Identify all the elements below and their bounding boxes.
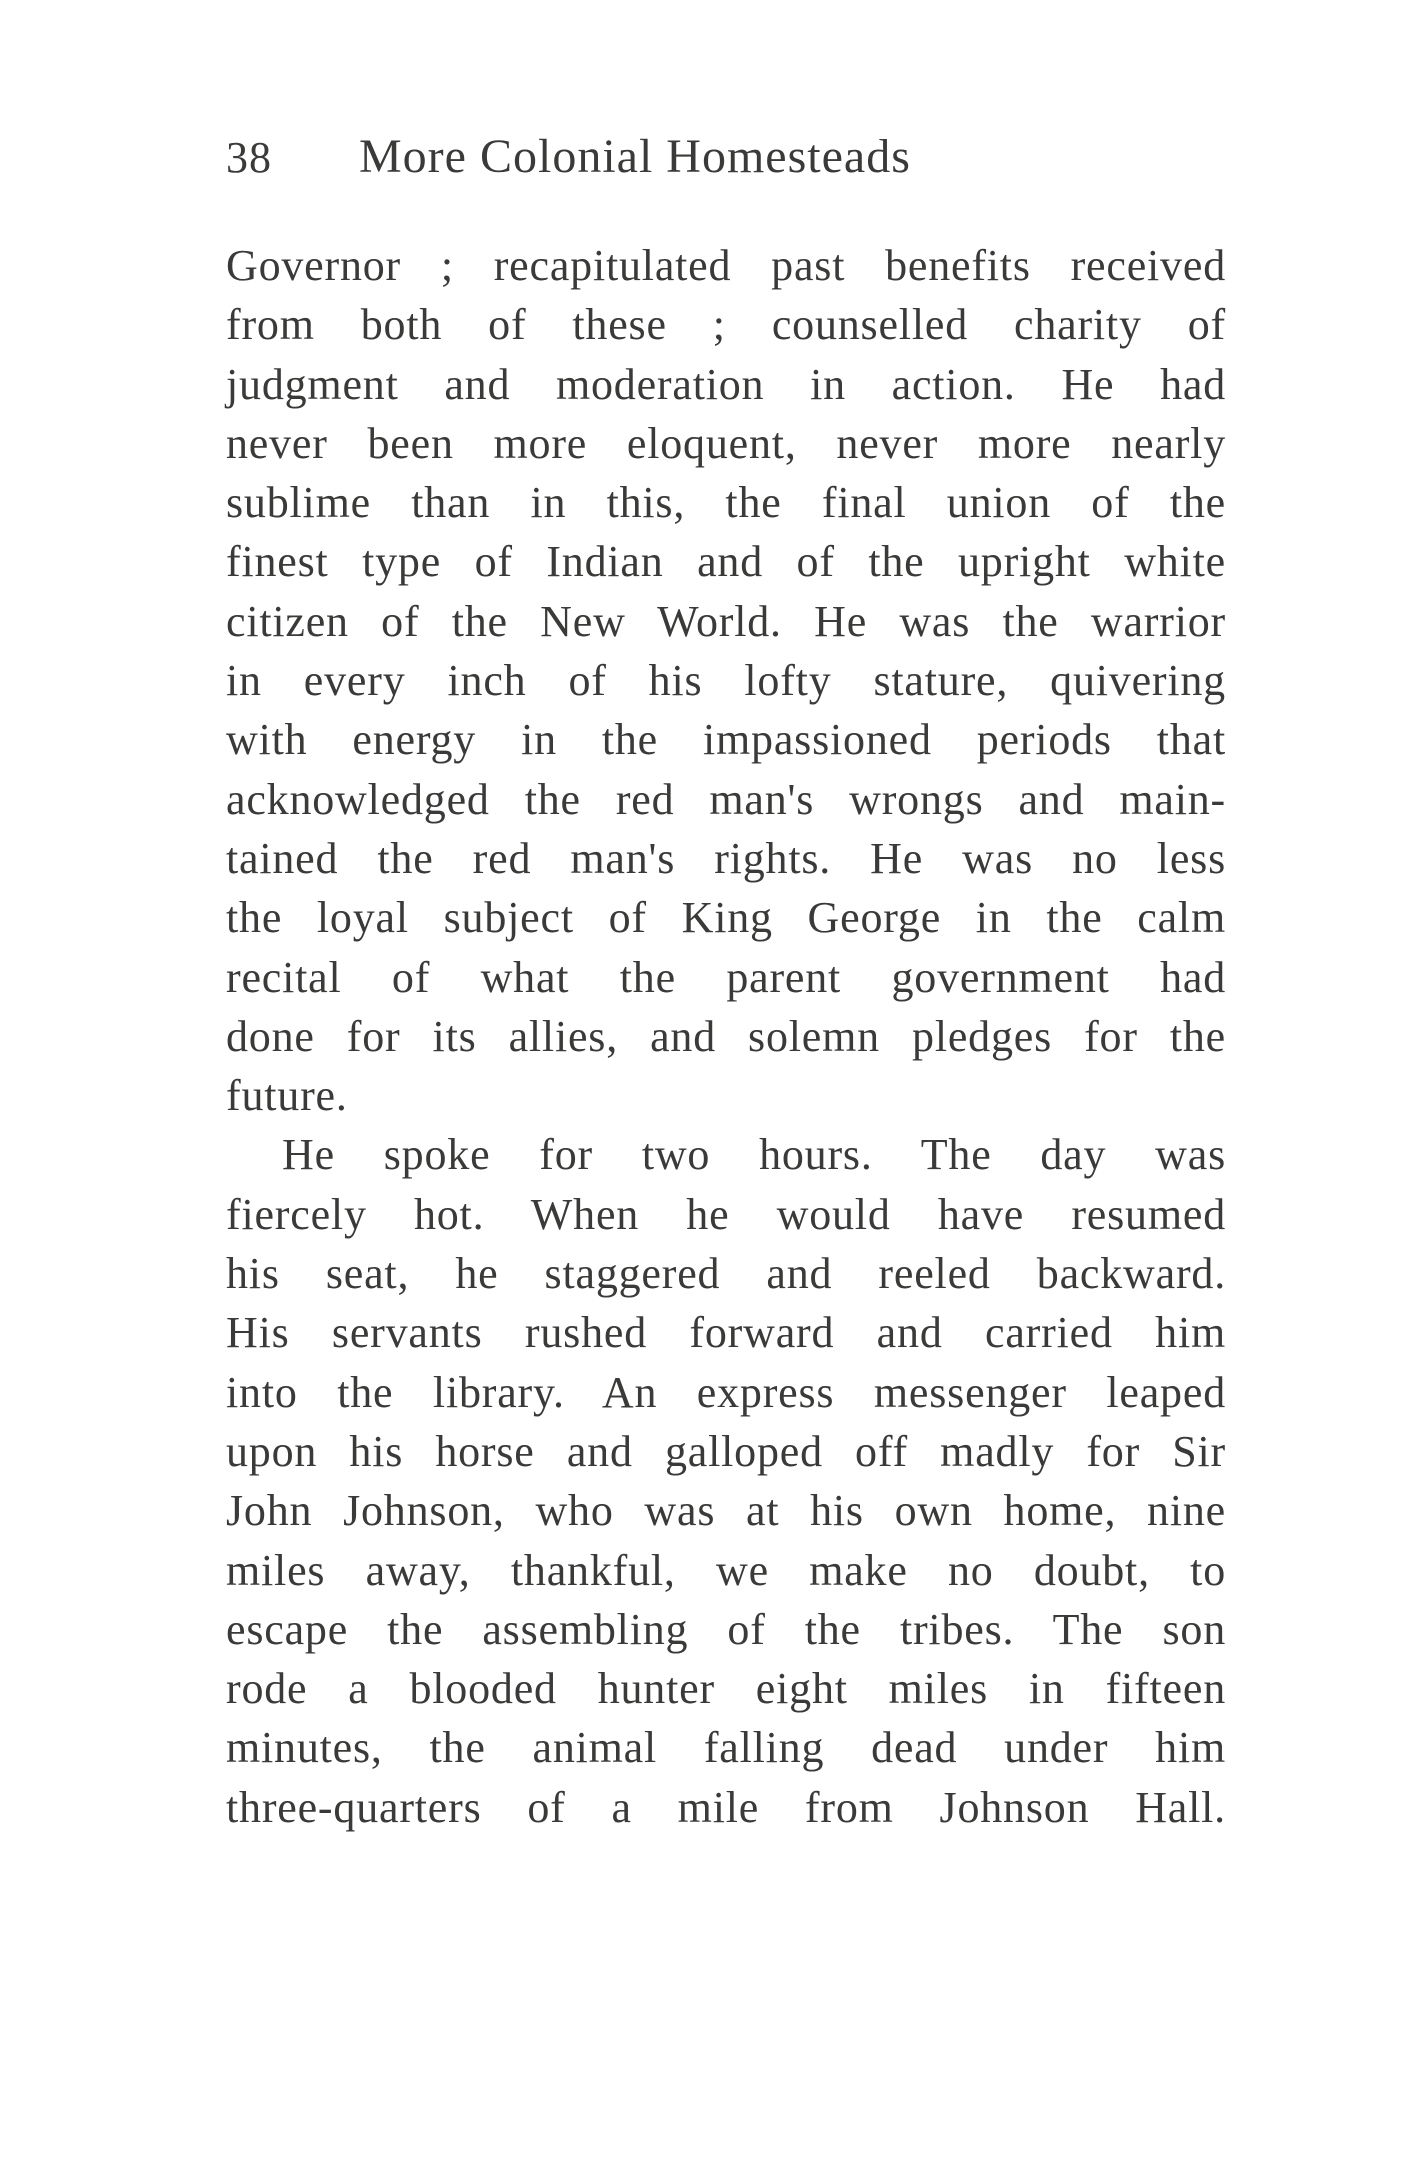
text-line: tained the red man's rights. He was no less (226, 833, 1226, 883)
text-line: the loyal subject of King George in the calm (226, 893, 1226, 943)
running-title: More Colonial Homesteads (359, 130, 911, 183)
text-line: with energy in the impassioned periods that (226, 715, 1226, 765)
text-line: citizen of the New World. He was the warrior (226, 596, 1226, 646)
text-line: finest type of Indian and of the upright white (226, 537, 1226, 587)
text-line: three-quarters of a mile from Johnson Hall. (226, 1782, 1226, 1832)
text-line: He spoke for two hours. The day was (282, 1130, 1226, 1180)
text-line: upon his horse and galloped off madly for Sir (226, 1426, 1226, 1476)
text-line: acknowledged the red man's wrongs and main- (226, 774, 1226, 824)
text-line: rode a blooded hunter eight miles in fifteen (226, 1664, 1226, 1714)
page-number: 38 (226, 133, 272, 182)
text-line: judgment and moderation in action. He had (226, 359, 1226, 409)
page-header (226, 122, 1226, 192)
body-text (226, 236, 1226, 1837)
text-line: into the library. An express messenger leaped (226, 1367, 1226, 1417)
text-line: escape the assembling of the tribes. The son (226, 1604, 1226, 1654)
text-line: recital of what the parent government had (226, 952, 1226, 1002)
text-line: minutes, the animal falling dead under him (226, 1723, 1226, 1773)
text-line: never been more eloquent, never more nearly (226, 418, 1226, 468)
text-line: in every inch of his lofty stature, quivering (226, 656, 1226, 706)
text-line: miles away, thankful, we make no doubt, to (226, 1545, 1226, 1595)
text-line: sublime than in this, the final union of the (226, 478, 1226, 528)
text-line: Governor ; recapitulated past benefits received (226, 241, 1226, 290)
text-line: John Johnson, who was at his own home, nine (226, 1486, 1226, 1536)
text-line: from both of these ; counselled charity of (226, 300, 1226, 350)
text-line: His servants rushed forward and carried him (226, 1308, 1226, 1358)
text-line: future. (226, 1071, 348, 1121)
text-line: done for its allies, and solemn pledges for the (226, 1011, 1226, 1061)
text-line: his seat, he staggered and reeled backward. (226, 1249, 1226, 1299)
text-line: fiercely hot. When he would have resumed (226, 1189, 1226, 1239)
